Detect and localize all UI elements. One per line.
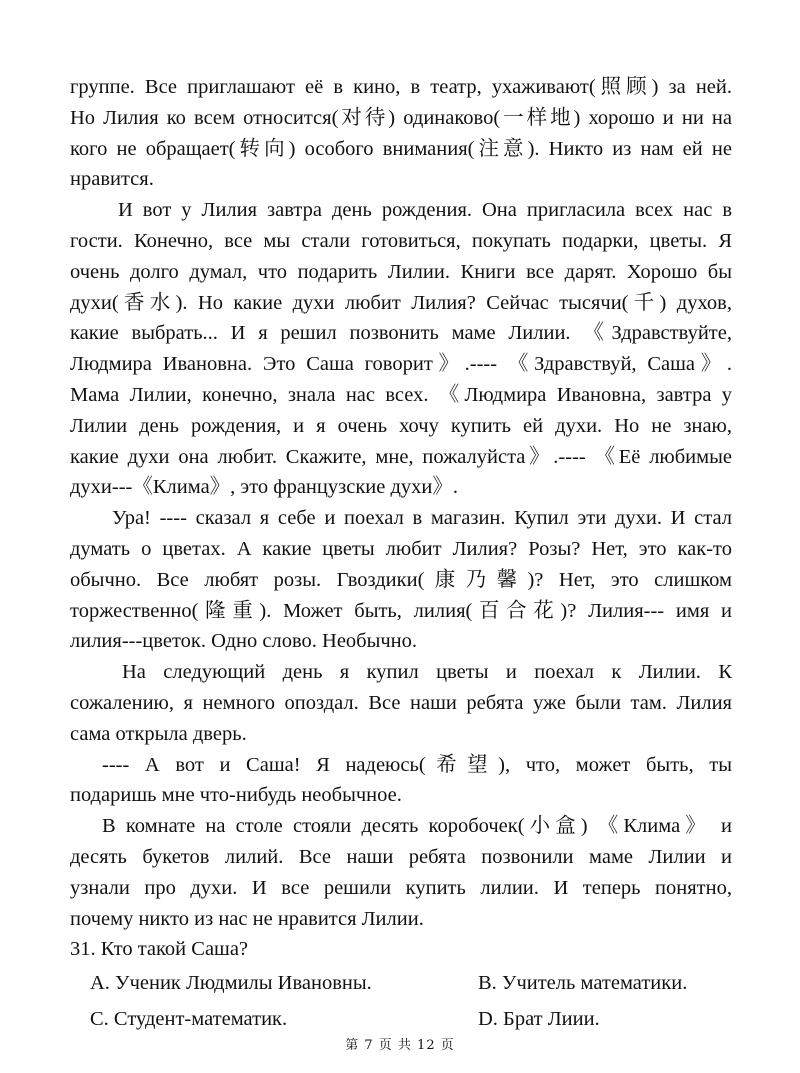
answer-options [70, 965, 732, 1037]
text-line: сожалению, я немного опоздал. Все наши ребята уже были там. Лилия [70, 691, 732, 714]
question-31: 31. Кто такой Саша? [70, 938, 249, 961]
text-line: Ура! ---- сказал я себе и поехал в магазин. Купил эти духи. И стал [112, 507, 732, 530]
text-line: ---- А вот и Саша! Я надеюсь(希望), что, может быть, ты [102, 753, 732, 776]
text-line: гости. Конечно, все мы стали готовиться, покупать подарки, цветы. Я [70, 229, 732, 252]
text-line: духи---《Клима》, это французские духи》. [70, 476, 458, 499]
text-line: В комнате на столе стояли десять коробочек(小盒) 《Клима》 и [102, 815, 732, 838]
text-line: какие духи она любит. Скажите, мне, пожалуйста》.---- 《Её любимые [70, 445, 732, 468]
text-line: нравится. [70, 168, 154, 191]
paragraph-3 [70, 503, 732, 657]
option-c[interactable]: C. Студент-математик. [90, 1008, 288, 1031]
paragraph-2 [70, 195, 732, 503]
text-line: думать о цветах. А какие цветы любит Лилия? Розы? Нет, это как-то [70, 537, 732, 560]
document-body [70, 72, 732, 1037]
paragraph-1 [70, 72, 732, 195]
text-line: почему никто из нас не нравится Лилии. [70, 907, 424, 930]
text-line: группе. Все приглашают её в кино, в театр, ухаживают(照顾) за ней. [70, 76, 732, 98]
option-d[interactable]: D. Брат Лиии. [478, 1008, 600, 1031]
text-line: какие выбрать... И я решил позвонить маме Лилии. 《Здравствуйте, [70, 322, 732, 345]
text-line: лилия---цветок. Одно слово. Необычно. [70, 630, 418, 653]
text-line: кого не обращает(转向) особого внимания(注意). Никто из нам ей не [70, 137, 732, 160]
text-line: обычно. Все любят розы. Гвоздики(康乃馨)? Нет, это слишком [70, 568, 732, 591]
text-line: Лилии день рождения, и я очень хочу купить ей духи. Но не знаю, [70, 414, 732, 437]
text-line: На следующий день я купил цветы и поехал к Лилии. К [122, 661, 732, 684]
text-line: сама открыла дверь. [70, 722, 247, 745]
text-line: Людмира Ивановна. Это Саша говорит》.---- 《Здравствуй, Саша》. [70, 353, 732, 376]
paragraph-4 [70, 657, 732, 749]
paragraph-6 [70, 811, 732, 934]
text-line: десять букетов лилий. Все наши ребята позвонили маме Лилии и [70, 845, 732, 868]
paragraph-5 [70, 750, 732, 812]
text-line: Мама Лилии, конечно, знала нас всех. 《Людмира Ивановна, завтра у [70, 383, 732, 406]
text-line: торжественно(隆重). Может быть, лилия(百合花)? Лилия--- имя и [70, 599, 732, 622]
text-line: подаришь мне что-нибудь необычное. [70, 784, 402, 807]
text-line: узнали про духи. И все решили купить лилии. И теперь понятно, [70, 876, 732, 899]
option-a[interactable]: A. Ученик Людмилы Ивановны. [90, 972, 372, 995]
option-b[interactable]: B. Учитель математики. [478, 972, 688, 995]
text-line: И вот у Лилия завтра день рождения. Она пригласила всех нас в [118, 199, 732, 222]
text-line: очень долго думал, что подарить Лилии. Книги все дарят. Хорошо бы [70, 260, 732, 283]
page-number-footer: 第 7 页 共 12 页 [345, 1038, 455, 1053]
text-line: Но Лилия ко всем относится(对待) одинаково(一样地) хорошо и ни на [70, 106, 732, 129]
text-line: духи(香水). Но какие духи любит Лилия? Сейчас тысячи(千) духов, [70, 291, 732, 314]
